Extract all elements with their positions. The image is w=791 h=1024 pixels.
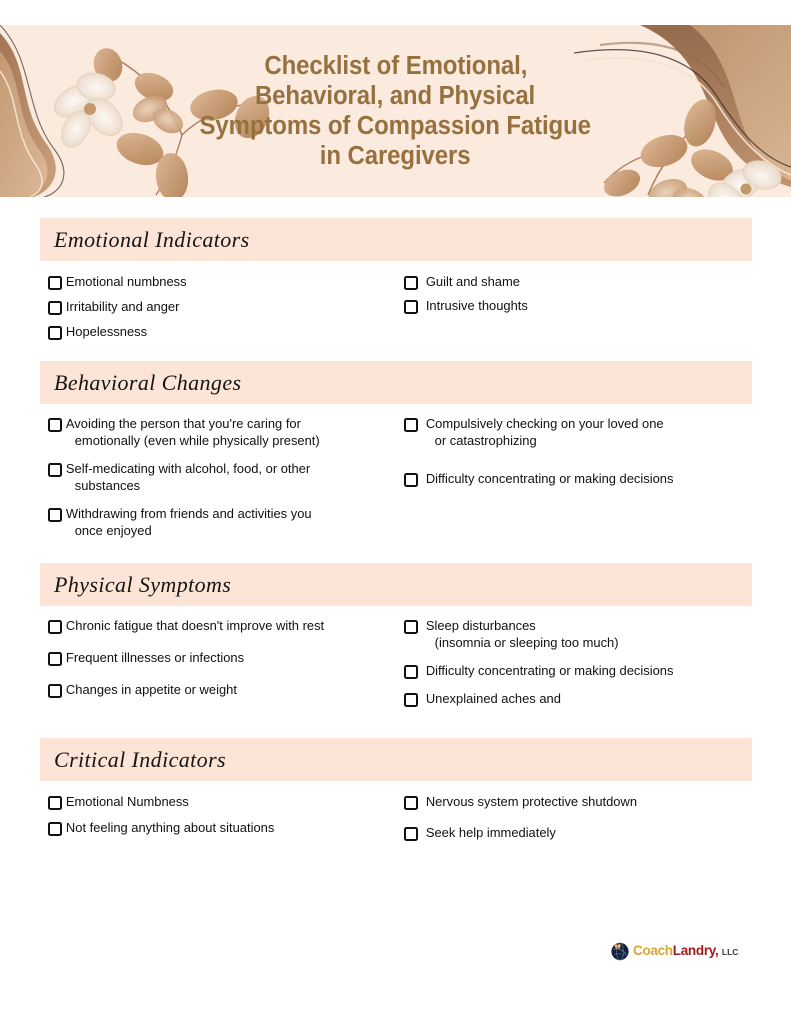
section-emotional-indicators <box>0 218 791 348</box>
checklist-item-label: Chronic fatigue that doesn't improve with rest <box>65 618 325 633</box>
checkbox-icon[interactable] <box>404 827 418 841</box>
checklist-item[interactable] <box>404 470 752 487</box>
checklist-item[interactable] <box>404 824 752 841</box>
checkbox-icon[interactable] <box>48 796 62 810</box>
checklist-item-label: Not feeling anything about situations <box>65 820 275 835</box>
checklist-item[interactable] <box>48 617 403 634</box>
column-left <box>48 415 403 550</box>
brand-coach: Coach <box>633 942 673 958</box>
checkbox-icon[interactable] <box>404 473 418 487</box>
checklist-item[interactable] <box>48 681 403 698</box>
checklist-item-label: Self-medicating with alcohol, food, or other substances <box>65 461 311 493</box>
checklist-item-sublabel: or catastrophizing <box>434 433 537 448</box>
checkbox-icon[interactable] <box>48 508 62 522</box>
checklist-item-label: Compulsively checking on your loved one or catastrophizing <box>425 416 664 448</box>
section-title: Emotional Indicators <box>54 226 250 252</box>
checklist-item-label: Emotional Numbness <box>65 794 189 809</box>
checklist-item[interactable] <box>48 460 403 494</box>
globe-butterfly-icon <box>608 939 630 961</box>
header-banner <box>0 25 791 197</box>
checklist-item[interactable] <box>48 649 403 666</box>
checkbox-icon[interactable] <box>48 276 62 290</box>
column-right <box>403 273 752 348</box>
checklist-item-sublabel: once enjoyed <box>74 523 152 538</box>
checklist-item[interactable] <box>404 617 752 651</box>
checklist-item-label: Difficulty concentrating or making decisions <box>425 663 674 678</box>
checklist-item[interactable] <box>404 793 752 810</box>
checkbox-icon[interactable] <box>404 276 418 290</box>
section-title: Critical Indicators <box>54 746 226 772</box>
column-right <box>403 415 752 550</box>
checklist-item-label: Frequent illnesses or infections <box>65 650 245 665</box>
section-header-band <box>40 738 752 781</box>
section-columns <box>0 781 791 855</box>
checklist-item[interactable] <box>48 505 403 539</box>
column-right <box>403 793 752 855</box>
section-header-band <box>40 361 752 404</box>
checklist-item[interactable] <box>404 415 752 449</box>
checkbox-icon[interactable] <box>48 684 62 698</box>
checkbox-icon[interactable] <box>48 418 62 432</box>
checklist-item[interactable] <box>404 273 752 290</box>
checklist-item[interactable] <box>404 662 752 679</box>
checklist-item-sublabel: (insomnia or sleeping too much) <box>434 635 619 650</box>
checklist-item-label: Withdrawing from friends and activities you once enjoyed <box>65 506 312 538</box>
brand-name <box>633 943 738 958</box>
title-line-4: in Caregivers <box>320 142 471 170</box>
checklist-item[interactable] <box>48 415 403 449</box>
section-physical-symptoms <box>0 563 791 718</box>
checklist-item[interactable] <box>48 819 403 836</box>
checkbox-icon[interactable] <box>404 300 418 314</box>
checklist-item-label: Irritability and anger <box>65 299 180 314</box>
checklist-item[interactable] <box>48 793 403 810</box>
checklist-item[interactable] <box>48 273 403 290</box>
checklist-item-label: Emotional numbness <box>65 274 187 289</box>
checklist-item[interactable] <box>48 323 403 340</box>
checkbox-icon[interactable] <box>48 620 62 634</box>
checklist-item[interactable] <box>404 297 752 314</box>
checklist-item[interactable] <box>48 298 403 315</box>
checkbox-icon[interactable] <box>48 326 62 340</box>
column-left <box>48 793 403 855</box>
checklist-item[interactable] <box>404 690 752 707</box>
column-left <box>48 617 403 718</box>
column-right <box>403 617 752 718</box>
title-line-1: Checklist of Emotional, <box>264 52 527 80</box>
footer-logo <box>608 938 738 962</box>
checklist-item-label: Nervous system protective shutdown <box>425 794 638 809</box>
section-critical-indicators <box>0 738 791 855</box>
section-header-band <box>40 563 752 606</box>
title-line-2: Behavioral, and Physical <box>255 82 536 110</box>
checkbox-icon[interactable] <box>404 418 418 432</box>
section-header-band <box>40 218 752 261</box>
checkbox-icon[interactable] <box>48 301 62 315</box>
checklist-item-label: Sleep disturbances (insomnia or sleeping too much) <box>425 618 619 650</box>
checklist-item-label: Avoiding the person that you're caring for emotionally (even while physically present) <box>65 416 320 448</box>
section-title: Behavioral Changes <box>54 369 242 395</box>
checkbox-icon[interactable] <box>404 796 418 810</box>
checklist-body <box>0 197 791 855</box>
brand-landry: Landry, <box>672 942 719 958</box>
checkbox-icon[interactable] <box>48 463 62 477</box>
checklist-item-label: Guilt and shame <box>425 274 520 289</box>
checklist-item-label: Difficulty concentrating or making decisions <box>425 471 674 486</box>
section-columns <box>0 261 791 348</box>
checklist-item-label: Unexplained aches and <box>425 691 561 706</box>
checkbox-icon[interactable] <box>404 665 418 679</box>
checkbox-icon[interactable] <box>48 822 62 836</box>
section-columns <box>0 404 791 550</box>
section-columns <box>0 606 791 718</box>
brand-llc: LLC <box>721 946 739 957</box>
checkbox-icon[interactable] <box>404 620 418 634</box>
checklist-item-sublabel: emotionally (even while physically present) <box>74 433 320 448</box>
checklist-item-label: Hopelessness <box>65 324 148 339</box>
checklist-item-label: Intrusive thoughts <box>425 298 528 313</box>
section-behavioral-changes <box>0 361 791 550</box>
checkbox-icon[interactable] <box>404 693 418 707</box>
checkbox-icon[interactable] <box>48 652 62 666</box>
banner-decoration <box>0 25 791 197</box>
checklist-item-label: Changes in appetite or weight <box>65 682 237 697</box>
title-line-3: Symptoms of Compassion Fatigue <box>199 112 592 140</box>
column-left <box>48 273 403 348</box>
checklist-item-sublabel: substances <box>74 478 141 493</box>
checklist-item-label: Seek help immediately <box>425 825 556 840</box>
section-title: Physical Symptoms <box>54 571 232 597</box>
